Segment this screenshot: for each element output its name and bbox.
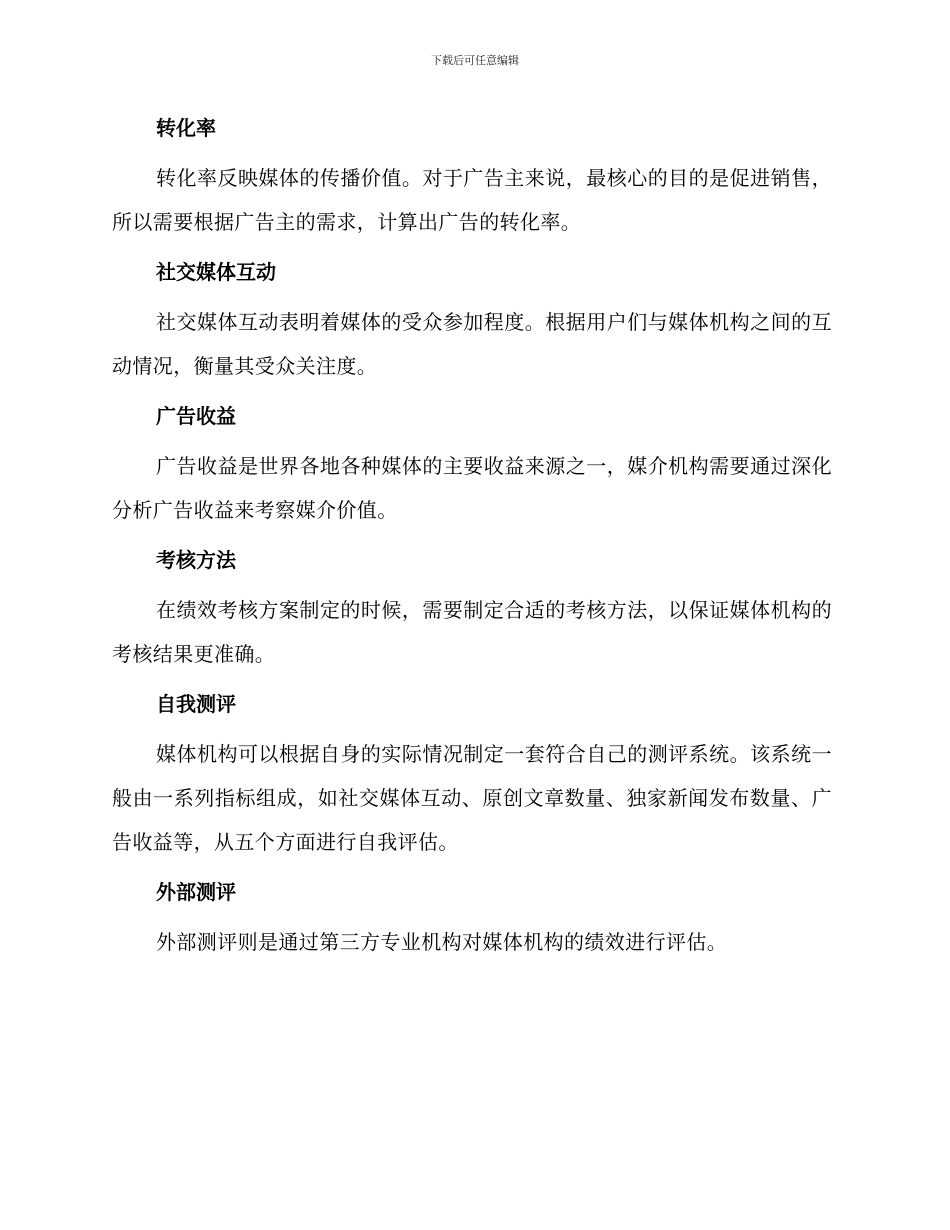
section-heading: 考核方法 [156, 548, 236, 572]
section-heading: 广告收益 [156, 404, 236, 428]
section-paragraph: 广告收益是世界各地各种媒体的主要收益来源之一，媒介机构需要通过深化分析广告收益来考察媒介价值。 [112, 454, 832, 522]
section-paragraph: 外部测评则是通过第三方专业机构对媒体机构的绩效进行评估。 [156, 930, 728, 954]
section-heading: 自我测评 [156, 692, 236, 716]
section-heading: 社交媒体互动 [156, 260, 276, 284]
section-conversion-rate [112, 112, 832, 244]
section-assessment-method [112, 544, 832, 676]
section-social-media-interaction [112, 256, 832, 388]
section-external-evaluation [112, 876, 832, 964]
section-paragraph: 社交媒体互动表明着媒体的受众参加程度。根据用户们与媒体机构之间的互动情况，衡量其受众关注度。 [112, 310, 832, 378]
section-self-evaluation [112, 688, 832, 864]
section-ad-revenue [112, 400, 832, 532]
document-body [112, 112, 832, 964]
section-paragraph: 在绩效考核方案制定的时候，需要制定合适的考核方法，以保证媒体机构的考核结果更准确。 [112, 598, 832, 666]
section-paragraph: 转化率反映媒体的传播价值。对于广告主来说，最核心的目的是促进销售，所以需要根据广告主的需求，计算出广告的转化率。 [112, 166, 832, 234]
page-header: 下载后可任意编辑 [431, 54, 519, 67]
section-heading: 外部测评 [156, 880, 236, 904]
section-paragraph: 媒体机构可以根据自身的实际情况制定一套符合自己的测评系统。该系统一般由一系列指标组成，如社交媒体互动、原创文章数量、独家新闻发布数量、广告收益等，从五个方面进行自我评估。 [112, 742, 832, 854]
section-heading: 转化率 [156, 116, 216, 140]
